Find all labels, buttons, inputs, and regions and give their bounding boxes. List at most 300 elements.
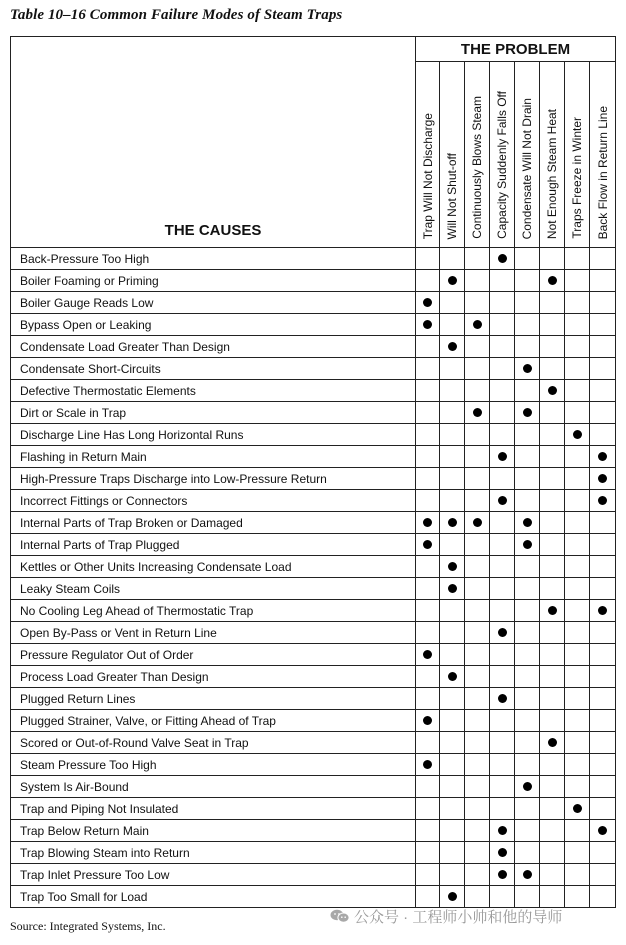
bullet-icon	[448, 672, 457, 681]
table-cell	[490, 402, 515, 424]
table-cell	[440, 644, 465, 666]
bullet-icon	[548, 738, 557, 747]
table-cell	[515, 578, 540, 600]
table-cell	[540, 446, 565, 468]
table-cell	[440, 534, 465, 556]
table-cell	[565, 512, 590, 534]
causes-header: THE CAUSES	[11, 37, 416, 248]
table-cell	[565, 380, 590, 402]
table-cell	[465, 578, 490, 600]
table-cell	[440, 622, 465, 644]
table-cell	[565, 622, 590, 644]
table-cell	[565, 754, 590, 776]
table-cell	[465, 534, 490, 556]
table-cell	[490, 842, 515, 864]
table-row	[11, 666, 616, 688]
table-cell	[416, 578, 440, 600]
table-cell	[440, 798, 465, 820]
table-cell	[590, 468, 616, 490]
source-note: Source: Integrated Systems, Inc.	[10, 919, 166, 933]
table-row	[11, 402, 616, 424]
table-row	[11, 710, 616, 732]
table-cell	[440, 556, 465, 578]
column-header-label: Trap Will Not Discharge	[420, 112, 435, 239]
table-cell	[490, 314, 515, 336]
table-cell	[440, 490, 465, 512]
table-cell	[590, 798, 616, 820]
bullet-icon	[423, 320, 432, 329]
table-cell	[440, 732, 465, 754]
table-cell	[590, 292, 616, 314]
table-cell	[515, 776, 540, 798]
table-cell	[416, 446, 440, 468]
bullet-icon	[498, 452, 507, 461]
table-cell	[540, 424, 565, 446]
table-cell	[590, 864, 616, 886]
column-header-label: Capacity Suddenly Falls Off	[495, 91, 509, 239]
table-cell	[540, 490, 565, 512]
table-cell	[416, 732, 440, 754]
table-cell	[440, 424, 465, 446]
watermark-text: 公众号 · 工程师小帅和他的导师	[354, 909, 563, 926]
table-cell	[416, 490, 440, 512]
table-cell	[590, 512, 616, 534]
table-cell	[490, 490, 515, 512]
table-cell	[540, 732, 565, 754]
table-cell	[590, 248, 616, 270]
table-cell	[440, 292, 465, 314]
table-cell	[540, 842, 565, 864]
table-cell	[590, 886, 616, 908]
table-row	[11, 886, 616, 908]
table-cell	[465, 490, 490, 512]
cause-label: Discharge Line Has Long Horizontal Runs	[11, 424, 416, 446]
table-cell	[416, 688, 440, 710]
table-cell	[416, 820, 440, 842]
table-cell	[440, 358, 465, 380]
table-body	[11, 248, 616, 908]
table-cell	[490, 380, 515, 402]
bullet-icon	[498, 826, 507, 835]
column-header-label: Back Flow in Return Line	[595, 105, 610, 239]
table-cell	[416, 270, 440, 292]
bullet-icon	[473, 320, 482, 329]
cause-label: System Is Air-Bound	[11, 776, 416, 798]
cause-label: Kettles or Other Units Increasing Condensate Load	[11, 556, 416, 578]
bullet-icon	[448, 518, 457, 527]
table-cell	[465, 622, 490, 644]
cause-label: Boiler Foaming or Priming	[11, 270, 416, 292]
table-cell	[515, 710, 540, 732]
table-cell	[590, 600, 616, 622]
column-header	[440, 62, 465, 248]
table-row	[11, 380, 616, 402]
table-cell	[440, 710, 465, 732]
column-header-label: Will Not Shut-off	[445, 152, 459, 239]
table-cell	[490, 424, 515, 446]
cause-label: Boiler Gauge Reads Low	[11, 292, 416, 314]
bullet-icon	[573, 430, 582, 439]
table-row	[11, 314, 616, 336]
table-cell	[565, 556, 590, 578]
bullet-icon	[448, 584, 457, 593]
table-cell	[515, 358, 540, 380]
table-cell	[540, 710, 565, 732]
bullet-icon	[523, 540, 532, 549]
bullet-icon	[423, 650, 432, 659]
table-cell	[515, 688, 540, 710]
table-cell	[515, 666, 540, 688]
table-cell	[490, 468, 515, 490]
table-row	[11, 424, 616, 446]
table-cell	[416, 710, 440, 732]
table-cell	[416, 842, 440, 864]
table-cell	[416, 754, 440, 776]
table-row	[11, 754, 616, 776]
cause-label: Trap and Piping Not Insulated	[11, 798, 416, 820]
cause-label: High-Pressure Traps Discharge into Low-Pressure Return	[11, 468, 416, 490]
table-cell	[440, 512, 465, 534]
table-cell	[565, 292, 590, 314]
table-cell	[590, 380, 616, 402]
cause-label: No Cooling Leg Ahead of Thermostatic Trap	[11, 600, 416, 622]
table-row	[11, 468, 616, 490]
table-cell	[590, 644, 616, 666]
table-cell	[590, 842, 616, 864]
table-cell	[590, 820, 616, 842]
table-cell	[590, 732, 616, 754]
table-cell	[416, 644, 440, 666]
bullet-icon	[448, 342, 457, 351]
table-cell	[515, 842, 540, 864]
table-row	[11, 446, 616, 468]
table-cell	[416, 512, 440, 534]
table-cell	[590, 534, 616, 556]
cause-label: Defective Thermostatic Elements	[11, 380, 416, 402]
table-cell	[440, 468, 465, 490]
table-cell	[515, 314, 540, 336]
table-row	[11, 622, 616, 644]
table-cell	[565, 842, 590, 864]
cause-label: Plugged Strainer, Valve, or Fitting Ahead of Trap	[11, 710, 416, 732]
bullet-icon	[598, 474, 607, 483]
table-cell	[565, 578, 590, 600]
table-cell	[440, 248, 465, 270]
table-row	[11, 644, 616, 666]
table-cell	[465, 842, 490, 864]
cause-label: Dirt or Scale in Trap	[11, 402, 416, 424]
bullet-icon	[523, 870, 532, 879]
table-row	[11, 490, 616, 512]
table-cell	[465, 358, 490, 380]
table-cell	[465, 820, 490, 842]
cause-label: Flashing in Return Main	[11, 446, 416, 468]
table-cell	[490, 622, 515, 644]
table-cell	[590, 578, 616, 600]
table-cell	[490, 732, 515, 754]
table-row	[11, 798, 616, 820]
bullet-icon	[498, 496, 507, 505]
bullet-icon	[473, 518, 482, 527]
table-cell	[565, 336, 590, 358]
table-row	[11, 842, 616, 864]
table-cell	[590, 336, 616, 358]
table-cell	[565, 270, 590, 292]
table-cell	[416, 248, 440, 270]
table-cell	[540, 556, 565, 578]
table-cell	[540, 270, 565, 292]
table-cell	[465, 446, 490, 468]
bullet-icon	[548, 606, 557, 615]
table-cell	[515, 270, 540, 292]
column-header	[465, 62, 490, 248]
wechat-icon	[330, 909, 350, 923]
table-cell	[565, 820, 590, 842]
table-cell	[540, 886, 565, 908]
table-cell	[416, 600, 440, 622]
table-cell	[590, 314, 616, 336]
table-cell	[590, 490, 616, 512]
table-row	[11, 556, 616, 578]
table-cell	[515, 600, 540, 622]
cause-label: Bypass Open or Leaking	[11, 314, 416, 336]
table-cell	[590, 270, 616, 292]
bullet-icon	[548, 386, 557, 395]
cause-label: Open By-Pass or Vent in Return Line	[11, 622, 416, 644]
bullet-icon	[548, 276, 557, 285]
bullet-icon	[523, 364, 532, 373]
bullet-icon	[423, 298, 432, 307]
column-header-label: Traps Freeze in Winter	[570, 117, 584, 239]
table-cell	[565, 534, 590, 556]
table-cell	[440, 446, 465, 468]
table-cell	[565, 710, 590, 732]
table-cell	[490, 534, 515, 556]
table-cell	[440, 336, 465, 358]
cause-label: Internal Parts of Trap Broken or Damaged	[11, 512, 416, 534]
table-row	[11, 732, 616, 754]
table-cell	[465, 776, 490, 798]
table-cell	[490, 710, 515, 732]
table-cell	[540, 292, 565, 314]
table-cell	[515, 820, 540, 842]
table-cell	[440, 600, 465, 622]
table-cell	[565, 666, 590, 688]
table-cell	[515, 402, 540, 424]
cause-label: Trap Blowing Steam into Return	[11, 842, 416, 864]
table-cell	[465, 688, 490, 710]
bullet-icon	[523, 518, 532, 527]
table-cell	[590, 556, 616, 578]
table-cell	[565, 776, 590, 798]
table-row	[11, 776, 616, 798]
table-cell	[416, 358, 440, 380]
table-cell	[590, 688, 616, 710]
table-cell	[515, 754, 540, 776]
bullet-icon	[423, 518, 432, 527]
table-cell	[590, 666, 616, 688]
table-cell	[565, 446, 590, 468]
table-cell	[490, 292, 515, 314]
table-cell	[540, 754, 565, 776]
table-cell	[416, 776, 440, 798]
table-cell	[465, 666, 490, 688]
table-cell	[515, 732, 540, 754]
table-cell	[540, 798, 565, 820]
column-header	[515, 62, 540, 248]
table-cell	[465, 402, 490, 424]
table-cell	[540, 314, 565, 336]
table-cell	[416, 402, 440, 424]
table-row	[11, 534, 616, 556]
table-cell	[440, 578, 465, 600]
bullet-icon	[498, 870, 507, 879]
failure-modes-table	[10, 36, 616, 908]
watermark	[330, 906, 562, 927]
table-cell	[540, 644, 565, 666]
table-cell	[416, 336, 440, 358]
table-cell	[565, 732, 590, 754]
bullet-icon	[498, 694, 507, 703]
cause-label: Plugged Return Lines	[11, 688, 416, 710]
table-cell	[465, 468, 490, 490]
table-cell	[515, 512, 540, 534]
column-header	[490, 62, 515, 248]
table-row	[11, 336, 616, 358]
table-cell	[540, 402, 565, 424]
table-cell	[465, 380, 490, 402]
cause-label: Leaky Steam Coils	[11, 578, 416, 600]
table-cell	[515, 292, 540, 314]
table-cell	[465, 886, 490, 908]
table-cell	[565, 314, 590, 336]
cause-label: Trap Inlet Pressure Too Low	[11, 864, 416, 886]
table-row	[11, 358, 616, 380]
table-row	[11, 864, 616, 886]
table-cell	[540, 820, 565, 842]
table-cell	[490, 248, 515, 270]
bullet-icon	[498, 254, 507, 263]
table-cell	[490, 336, 515, 358]
table-cell	[515, 798, 540, 820]
table-cell	[416, 424, 440, 446]
table-cell	[490, 886, 515, 908]
cause-label: Trap Below Return Main	[11, 820, 416, 842]
table-cell	[515, 468, 540, 490]
bullet-icon	[498, 848, 507, 857]
table-cell	[465, 754, 490, 776]
table-cell	[565, 600, 590, 622]
table-cell	[416, 314, 440, 336]
table-title: Table 10–16 Common Failure Modes of Steam Traps	[10, 7, 343, 23]
table-cell	[490, 512, 515, 534]
bullet-icon	[523, 408, 532, 417]
table-cell	[565, 468, 590, 490]
table-cell	[490, 556, 515, 578]
table-cell	[565, 688, 590, 710]
table-cell	[465, 336, 490, 358]
table-cell	[490, 864, 515, 886]
table-cell	[465, 644, 490, 666]
table-cell	[515, 336, 540, 358]
table-cell	[465, 732, 490, 754]
table-cell	[515, 622, 540, 644]
table-cell	[490, 820, 515, 842]
table-cell	[490, 776, 515, 798]
table-cell	[465, 424, 490, 446]
table-cell	[565, 490, 590, 512]
table-cell	[465, 864, 490, 886]
column-header-label: Condensate Will Not Drain	[520, 97, 534, 239]
table-cell	[465, 556, 490, 578]
table-cell	[540, 688, 565, 710]
column-header	[416, 62, 440, 248]
bullet-icon	[423, 716, 432, 725]
table-cell	[515, 644, 540, 666]
table-cell	[416, 798, 440, 820]
table-cell	[540, 622, 565, 644]
table-cell	[490, 798, 515, 820]
table-cell	[565, 864, 590, 886]
table-cell	[565, 424, 590, 446]
table-cell	[416, 864, 440, 886]
table-cell	[440, 380, 465, 402]
table-cell	[465, 314, 490, 336]
table-cell	[490, 688, 515, 710]
bullet-icon	[423, 760, 432, 769]
table-cell	[565, 358, 590, 380]
table-cell	[590, 622, 616, 644]
table-row	[11, 688, 616, 710]
table-cell	[590, 402, 616, 424]
table-cell	[515, 534, 540, 556]
table-cell	[515, 886, 540, 908]
table-cell	[515, 248, 540, 270]
table-cell	[490, 644, 515, 666]
column-header	[565, 62, 590, 248]
table-cell	[416, 886, 440, 908]
table-cell	[465, 798, 490, 820]
table-cell	[416, 534, 440, 556]
bullet-icon	[498, 628, 507, 637]
cause-label: Process Load Greater Than Design	[11, 666, 416, 688]
cause-label: Back-Pressure Too High	[11, 248, 416, 270]
table-cell	[440, 688, 465, 710]
table-row	[11, 292, 616, 314]
table-cell	[416, 622, 440, 644]
table-cell	[440, 864, 465, 886]
table-cell	[540, 666, 565, 688]
table-cell	[490, 270, 515, 292]
bullet-icon	[448, 562, 457, 571]
table-cell	[416, 468, 440, 490]
table-cell	[490, 600, 515, 622]
table-cell	[440, 842, 465, 864]
table-cell	[465, 248, 490, 270]
table-cell	[565, 248, 590, 270]
table-cell	[565, 798, 590, 820]
table-cell	[416, 380, 440, 402]
table-cell	[590, 710, 616, 732]
table-cell	[540, 248, 565, 270]
table-cell	[540, 358, 565, 380]
table-row	[11, 578, 616, 600]
table-cell	[565, 644, 590, 666]
column-header-label: Continuously Blows Steam	[470, 96, 484, 239]
bullet-icon	[598, 452, 607, 461]
table-cell	[490, 666, 515, 688]
table-cell	[590, 358, 616, 380]
